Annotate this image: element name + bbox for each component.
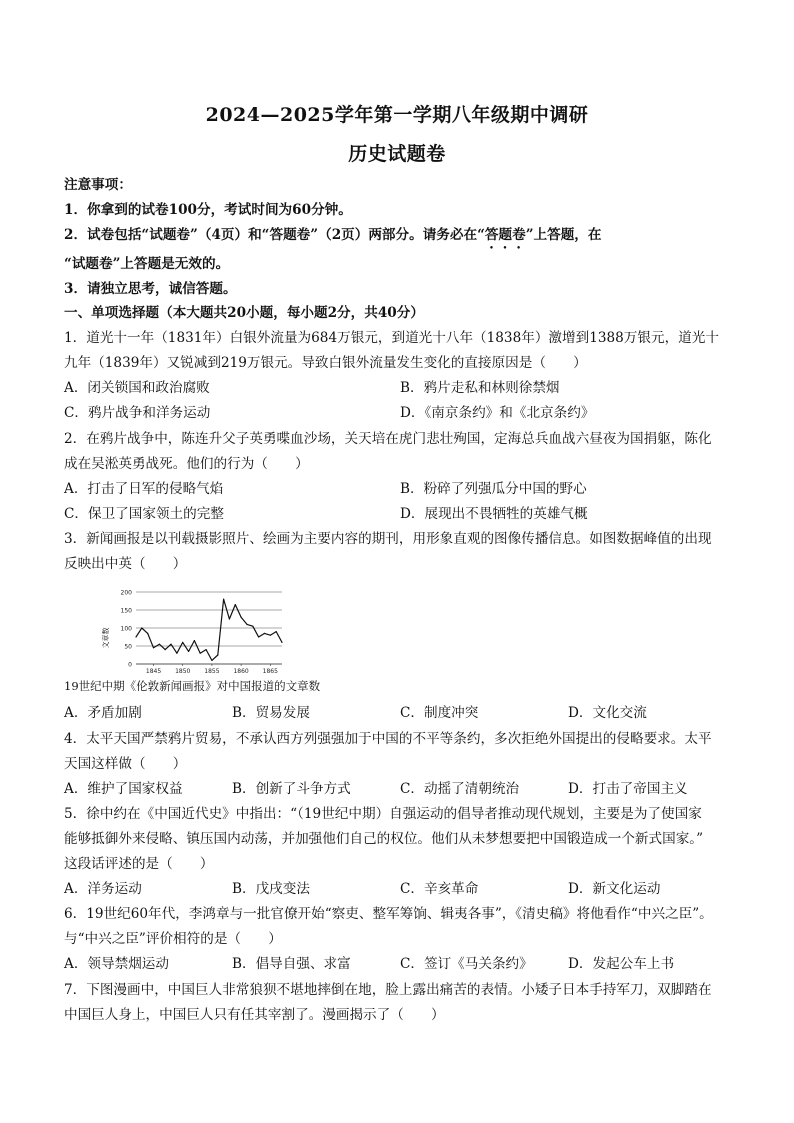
- data-point-1853: [200, 653, 201, 654]
- data-point-1848: [170, 644, 171, 645]
- question-5-option-d: D．新文化运动: [568, 881, 661, 897]
- data-point-1859: [235, 604, 236, 605]
- question-1-option-a: A．闭关锁国和政治腐败: [64, 380, 210, 396]
- y-tick-label-150: 150: [120, 607, 132, 615]
- data-point-1849: [176, 653, 177, 654]
- data-point-1867: [281, 642, 282, 643]
- y-tick-label-200: 200: [120, 589, 132, 597]
- notice-heading: 注意事项：: [64, 177, 132, 193]
- data-point-1852: [194, 640, 195, 641]
- chart-ylabel: 文章数: [102, 627, 110, 649]
- question-4-line-2: 天国这样做（ ）: [64, 756, 187, 772]
- notice-item-2-part-b: ”上答题，在: [525, 227, 602, 243]
- question-6-line-1: 6．19世纪60年代，李鸿章与一批官僚开始“察吏、整军筹饷、辑夷各事”，《清史稿》将他看作“中兴之臣”。: [64, 906, 713, 922]
- question-5-option-b: B．戊戌变法: [232, 881, 310, 897]
- notice-item-2-emphasis: 答题卷: [484, 227, 526, 243]
- data-point-1857: [223, 599, 224, 600]
- question-2-option-d: D．展现出不畏牺牲的英雄气概: [400, 506, 588, 522]
- data-point-1863: [258, 636, 259, 637]
- question-3-line-2: 反映出中英（ ）: [64, 556, 187, 572]
- notice-item-3: 3．请独立思考，诚信答题。: [64, 281, 237, 297]
- notice-item-2-part-a: 2．试卷包括“试题卷”（4页）和“答题卷”（2页）两部分。请务必在“: [64, 227, 485, 243]
- question-1-line-1: 1．道光十一年（1831年）白银外流量为684万银元，到道光十八年（1838年）激增到1388万银元，道光十: [64, 330, 719, 346]
- exam-subtitle: 历史试题卷: [348, 143, 446, 165]
- data-point-1845: [153, 647, 154, 648]
- y-tick-label-100: 100: [120, 625, 132, 633]
- question-4-option-b: B．创新了斗争方式: [232, 781, 351, 797]
- chart-svg: [100, 586, 290, 676]
- question-5-option-c: C．辛亥革命: [400, 881, 479, 897]
- data-point-1842: [135, 636, 136, 637]
- x-tick-label-1855: 1855: [204, 668, 220, 675]
- question-6-line-2: 与“中兴之臣”评价相符的是（ ）: [64, 931, 282, 947]
- question-1-line-2: 九年（1839年）又锐减到219万银元。导致白银外流量发生变化的直接原因是（ ）: [64, 355, 587, 371]
- question-6-option-a: A．领导禁烟运动: [64, 956, 169, 972]
- question-3-option-c: C．制度冲突: [400, 705, 479, 721]
- question-6-option-b: B．倡导自强、求富: [232, 956, 351, 972]
- data-point-1856: [217, 654, 218, 655]
- question-7-line-2: 中国巨人身上，中国巨人只有任其宰割了。漫画揭示了（ ）: [64, 1007, 445, 1023]
- question-5-line-2: 能够抵御外来侵略、镇压国内动荡，并加强他们自己的权位。他们从未梦想要把中国锻造成一个新式国家。”: [64, 831, 704, 847]
- article-count-chart: [100, 586, 290, 676]
- question-1-option-c: C．鸦片战争和洋务运动: [64, 405, 211, 421]
- question-5-option-a: A．洋务运动: [64, 881, 142, 897]
- question-3-option-a: A．矛盾加剧: [64, 705, 142, 721]
- x-tick-label-1865: 1865: [262, 668, 278, 675]
- data-point-1843: [141, 627, 142, 628]
- series-line: [136, 599, 282, 660]
- question-3-line-1: 3．新闻画报是以刊载摄影照片、绘画为主要内容的期刊，用形象直观的图像传播信息。如图数据峰值的出现: [64, 531, 712, 547]
- y-tick-label-0: 0: [128, 661, 132, 669]
- question-7-line-1: 7．下图漫画中，中国巨人非常狼狈不堪地摔倒在地，脸上露出痛苦的表情。小矮子日本手持军刀，双脚踏在: [64, 982, 712, 998]
- question-3-option-d: D．文化交流: [568, 705, 647, 721]
- data-point-1854: [205, 649, 206, 650]
- x-tick-label-1845: 1845: [145, 668, 162, 675]
- data-point-1865: [270, 635, 271, 636]
- data-point-1858: [229, 618, 230, 619]
- question-1-option-d: D．《南京条约》和《北京条约》: [400, 405, 595, 421]
- data-point-1847: [165, 649, 166, 650]
- data-point-1861: [246, 624, 247, 625]
- question-1-option-b: B．鸦片走私和林则徐禁烟: [400, 380, 560, 396]
- question-5-line-3: 这段话评述的是（ ）: [64, 856, 214, 872]
- notice-item-2: [64, 225, 744, 252]
- section-heading: 一、单项选择题（本大题共20小题，每小题2分，共40分）: [64, 305, 424, 321]
- question-4-line-1: 4．太平天国严禁鸦片贸易，不承认西方列强强加于中国的不平等条约，多次拒绝外国提出的侵略要求。太平: [64, 731, 712, 747]
- question-4-option-d: D．打击了帝国主义: [568, 781, 688, 797]
- y-tick-label-50: 50: [124, 643, 132, 651]
- data-point-1864: [264, 633, 265, 634]
- notice-item-1: 1．你拿到的试卷100分，考试时间为60分钟。: [64, 202, 352, 218]
- question-2-line-1: 2．在鸦片战争中，陈连升父子英勇喋血沙场，关天培在虎门悲壮殉国，定海总兵血战六昼夜为国捐躯，陈化: [64, 431, 712, 447]
- data-point-1851: [188, 651, 189, 652]
- question-2-line-2: 成在吴淞英勇战死。他们的行为（ ）: [64, 456, 309, 472]
- question-4-option-a: A．维护了国家权益: [64, 781, 183, 797]
- exam-title: 2024—2025学年第一学期八年级期中调研: [205, 104, 589, 126]
- data-point-1860: [241, 617, 242, 618]
- question-6-option-c: C．签订《马关条约》: [400, 956, 533, 972]
- question-6-option-d: D．发起公车上书: [568, 956, 675, 972]
- chart-caption: 19世纪中期《伦敦新闻画报》对中国报道的文章数: [64, 679, 321, 693]
- data-point-1862: [252, 626, 253, 627]
- question-5-line-1: 5．徐中约在《中国近代史》中指出：“（19世纪中期）自强运动的倡导者推动现代规划，主要是为了使国家: [64, 806, 702, 822]
- x-tick-label-1860: 1860: [233, 668, 249, 675]
- data-point-1855: [211, 660, 212, 661]
- notice-item-2-cont: “试题卷”上答题是无效的。: [64, 256, 230, 272]
- question-4-option-c: C．动摇了清朝统治: [400, 781, 520, 797]
- question-2-option-c: C．保卫了国家领土的完整: [64, 506, 224, 522]
- data-point-1844: [147, 633, 148, 634]
- data-point-1866: [276, 631, 277, 632]
- data-point-1846: [159, 644, 160, 645]
- data-point-1850: [182, 642, 183, 643]
- question-2-option-a: A．打击了日军的侵略气焰: [64, 481, 224, 497]
- question-2-option-b: B．粉碎了列强瓜分中国的野心: [400, 481, 587, 497]
- question-3-option-b: B．贸易发展: [232, 705, 310, 721]
- x-tick-label-1850: 1850: [175, 668, 191, 675]
